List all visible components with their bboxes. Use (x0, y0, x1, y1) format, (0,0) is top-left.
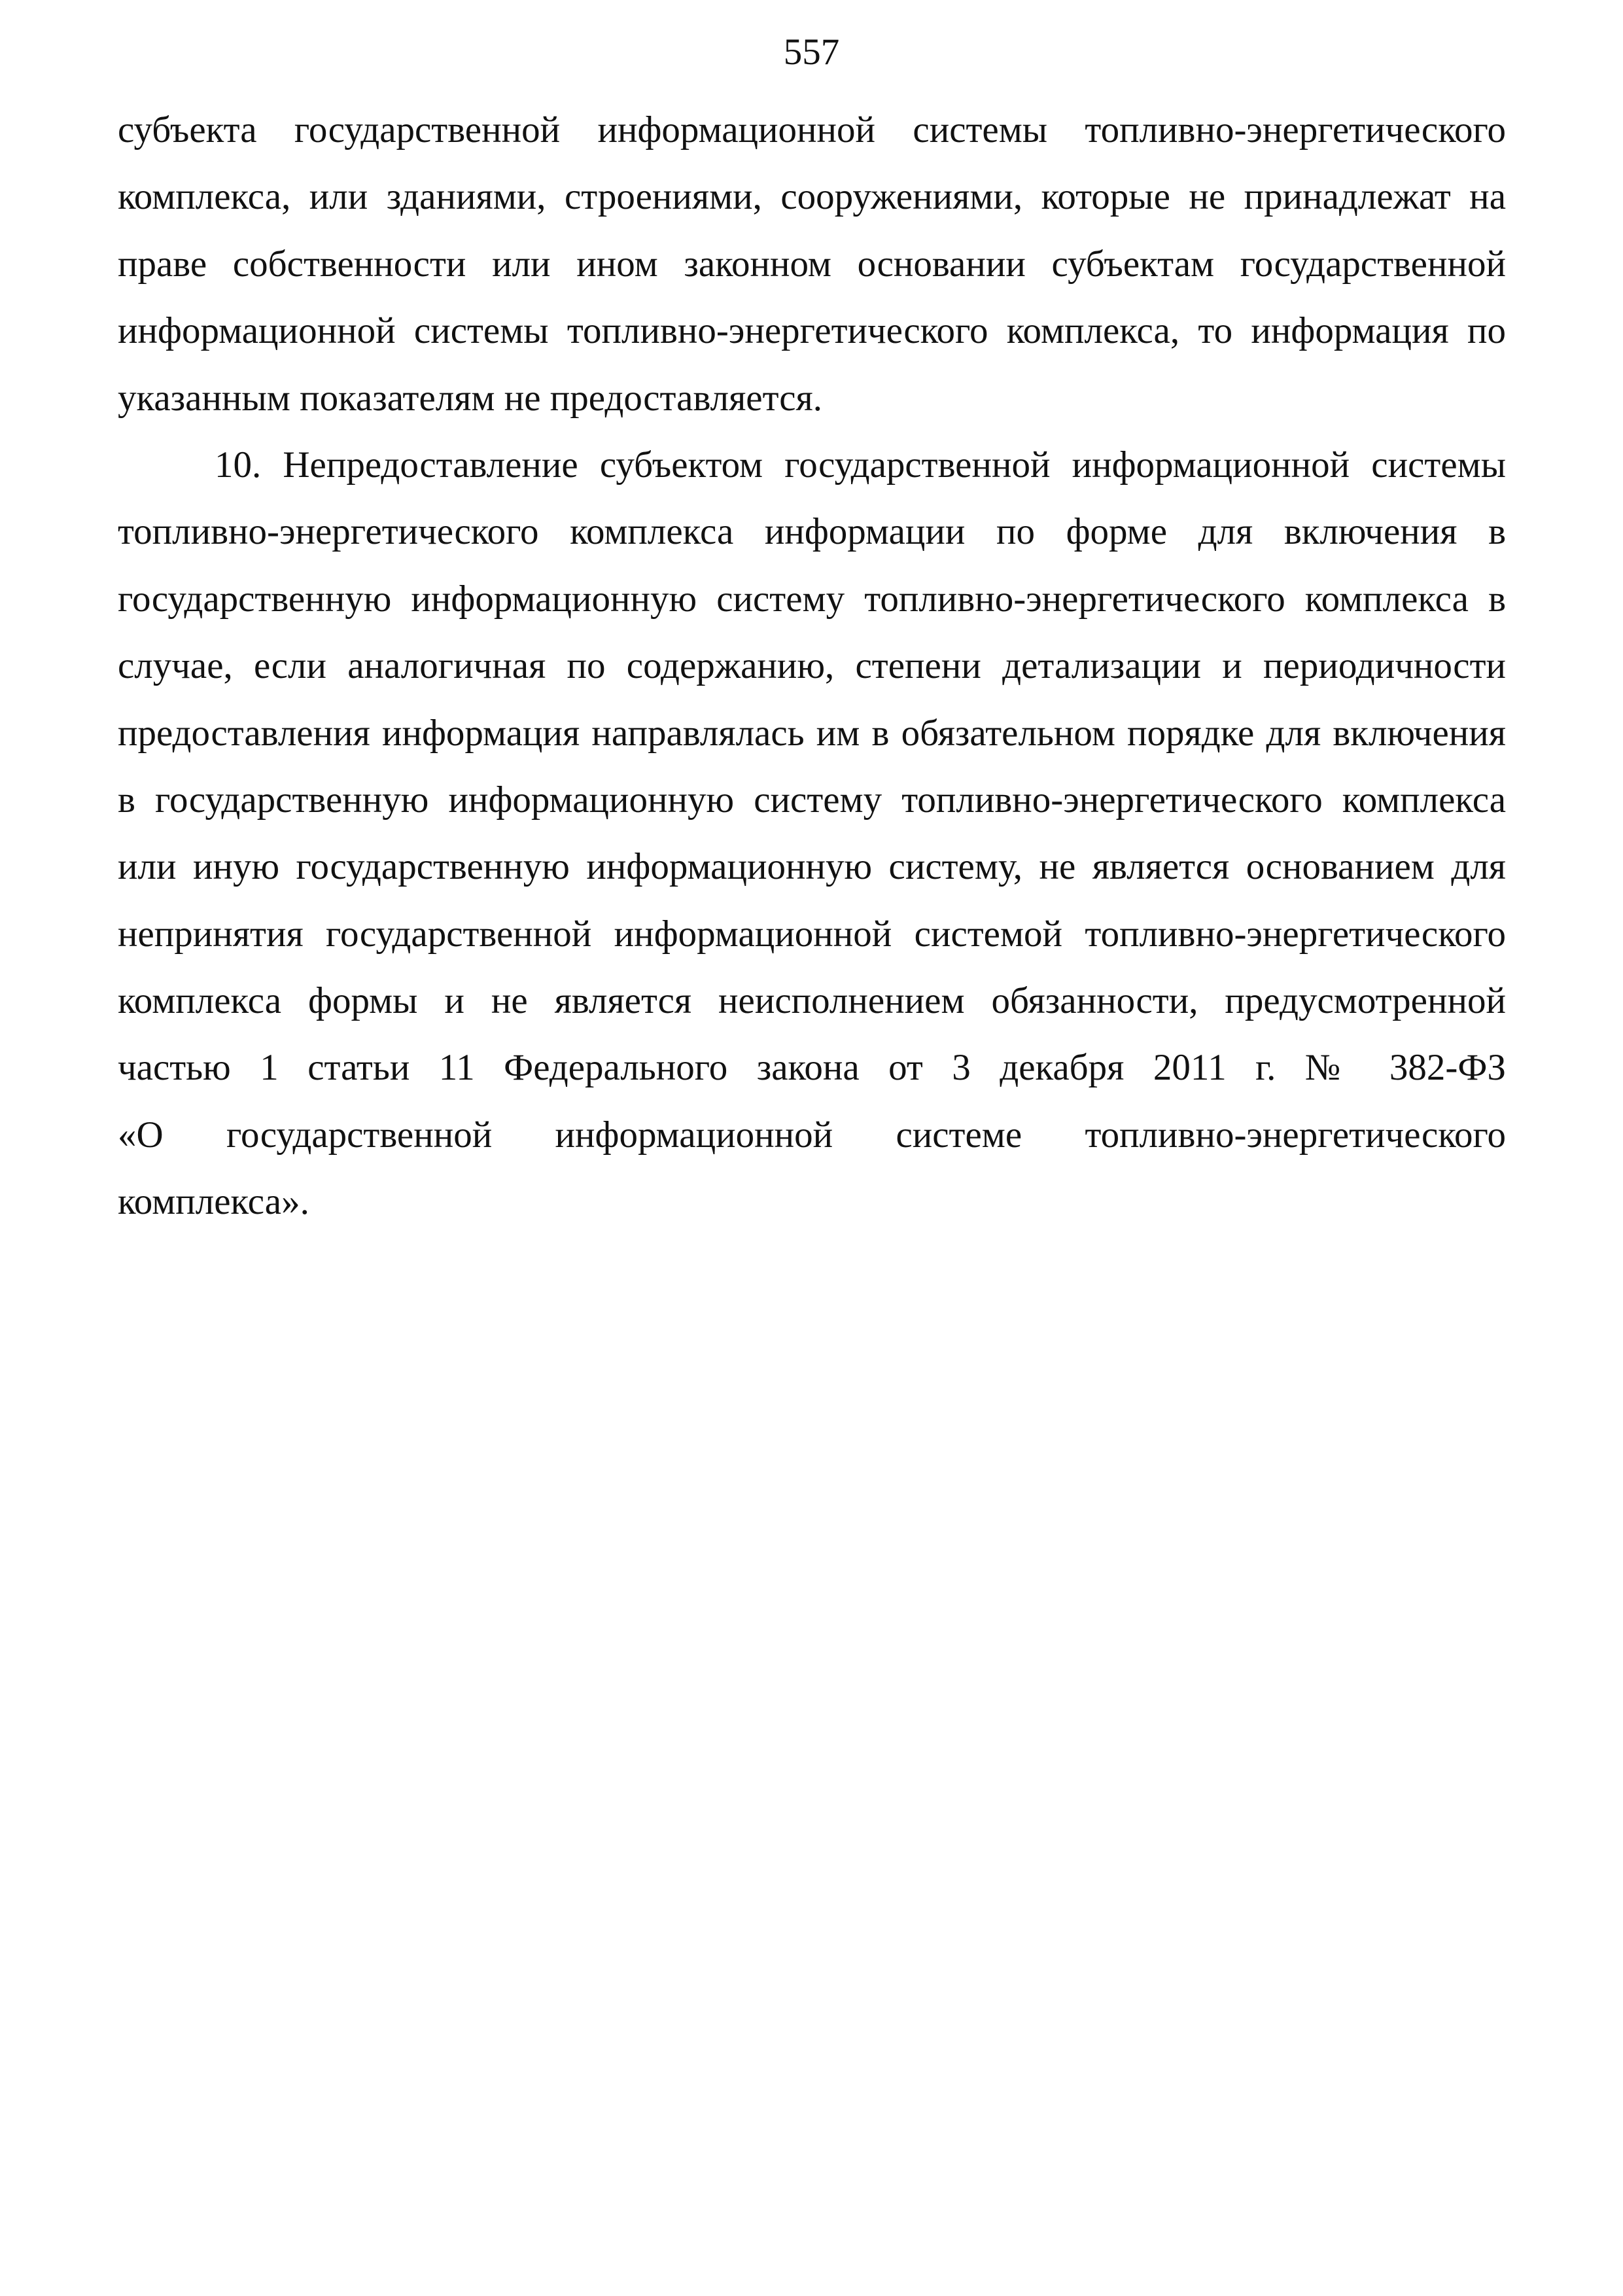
paragraph-10-first-line: 10. Непредоставление субъектом государственной информационной системы (215, 444, 1506, 486)
text-line: комплекса формы и не является неисполнением обязанности, предусмотренной (118, 980, 1506, 1022)
text-line: государственную информационную систему топливно-энергетического комплекса в (118, 578, 1506, 620)
text-line: комплекса, или зданиями, строениями, сооружениями, которые не принадлежат на (118, 176, 1506, 218)
text-line: информационной системы топливно-энергетического комплекса, то информация по (118, 310, 1506, 352)
text-line: случае, если аналогичная по содержанию, степени детализации и периодичности (118, 645, 1506, 687)
text-line: частью 1 статьи 11 Федерального закона от 3 декабря 2011 г. № 382-ФЗ (118, 1047, 1506, 1089)
text-line: в государственную информационную систему топливно-энергетического комплекса (118, 779, 1506, 821)
text-line: или иную государственную информационную систему, не является основанием для (118, 846, 1506, 888)
text-line: субъекта государственной информационной системы топливно-энергетического (118, 109, 1506, 150)
text-line: указанным показателям не предоставляется. (118, 377, 822, 419)
text-line: непринятия государственной информационной системой топливно-энергетического (118, 913, 1506, 955)
text-line: топливно-энергетического комплекса информации по форме для включения в (118, 511, 1506, 553)
document-body (118, 97, 1506, 1236)
text-line: праве собственности или ином законном основании субъектам государственной (118, 243, 1506, 285)
page-number: 557 (783, 31, 840, 73)
text-line: комплекса». (118, 1181, 309, 1223)
text-line: предоставления информация направлялась им в обязательном порядке для включения (118, 712, 1506, 754)
text-line: «О государственной информационной системе топливно-энергетического (118, 1114, 1506, 1156)
